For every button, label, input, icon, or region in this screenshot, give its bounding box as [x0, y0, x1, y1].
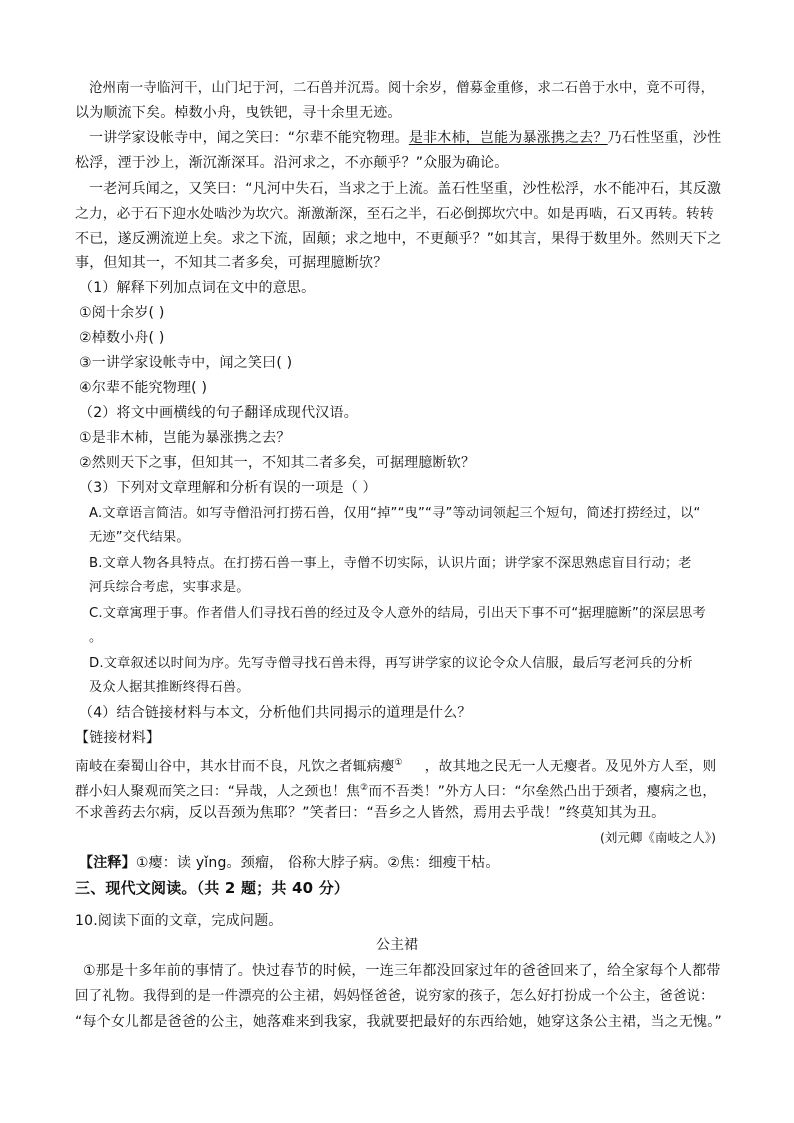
- passage-text: 一讲学家设帐寺中，闻之笑曰：“尔辈不能究物理。: [89, 130, 409, 146]
- question-1-item: ②棹数小舟( ): [79, 330, 165, 346]
- question-1-item: ③一讲学家设帐寺中，闻之笑曰( ): [79, 355, 293, 371]
- question-2-item: ①是非木杮，岂能为暴涨携之去？: [79, 430, 291, 446]
- link-text: 南岐在秦蜀山谷中，其水甘而不良，凡饮之者辄病瘿: [75, 758, 395, 775]
- question-1: （1）解释下列加点词在文中的意思。: [79, 280, 316, 296]
- link-source: (刘元卿《南岐之人》): [599, 830, 716, 845]
- link-text: 群小妇人聚观而笑之曰：“异哉，人之颈也！焦: [75, 783, 361, 800]
- question-1-item: ①阅十余岁( ): [79, 305, 165, 321]
- passage-line: [89, 127, 721, 149]
- question-2: （2）将文中画横线的句子翻译成现代汉语。: [79, 405, 358, 421]
- footnote-marker: ②: [360, 783, 369, 793]
- option-c: C.文章寓理于事。作者借人们寻找石兽的经过及令人意外的结局，引出天下事不可“据理臆断”的深层思考: [89, 606, 706, 621]
- footnote-marker: ①: [394, 758, 403, 768]
- question-4: （4）结合链接材料与本文，分析他们共同揭示的道理是什么？: [79, 705, 472, 721]
- story-title: 公主裙: [376, 937, 418, 953]
- question-2-item: ②然则天下之事，但知其一，不知其二者多矣，可据理臆断软？: [79, 455, 476, 471]
- passage-line: 不已，遂反溯流逆上矣。求之下流，固颠；求之地中，不更颠乎？”如其言，果得于数里外。然则天下之: [75, 231, 722, 247]
- link-note: [79, 852, 500, 874]
- link-text: 而不吾类！”外方人曰：“尔垒然凸出于颈者，瘿病之也，: [368, 783, 717, 800]
- option-c-cont: 。: [89, 630, 103, 645]
- passage-line: 以为顺流下矣。棹数小舟，曳铁钯，寻十余里无迹。: [75, 105, 402, 121]
- passage-line: 一老河兵闻之，又笑曰：“凡河中失石，当求之于上流。盖石性坚重，沙性松浮，水不能冲石，其反激: [89, 181, 722, 197]
- link-line: 不求善药去尔病，反以吾颈为焦耶？”笑者曰：“吾乡之人皆然，焉用去乎哉！”终莫知其为丑。: [75, 805, 666, 821]
- option-d-cont: 及众人据其推断终得石兽。: [89, 680, 250, 695]
- option-b-cont: 河兵综合考虑，实事求是。: [89, 580, 250, 595]
- option-a: A.文章语言简洁。如写寺僧沿河打捞石兽，仅用“掉”“曳”“寻”等动词领起三个短句，简述打捞经过，以“: [89, 506, 701, 521]
- link-text: ，故其地之民无一人无瘿者。及见外方人至，则: [424, 758, 717, 775]
- story-line: “每个女儿都是爸爸的公主，她落难来到我家，我就要把最好的东西给她，她穿这条公主裙，当之无愧。”: [75, 1014, 722, 1030]
- passage-line: 松浮，湮于沙上，渐沉渐深耳。沿河求之，不亦颠乎？”众服为确论。: [75, 155, 509, 171]
- passage-text: 乃石性坚重，沙性: [607, 130, 722, 146]
- story-line: 回了礼物。我得到的是一件漂亮的公主裙，妈妈怪爸爸，说穷家的孩子，怎么好打扮成一个公主，爸爸说：: [75, 989, 714, 1004]
- passage-line: 沧州南一寺临河干，山门圮于河，二石兽并沉焉。阅十余岁，僧募金重修，求二石兽于水中，竟不可得，: [89, 81, 715, 96]
- passage-line: 事，但知其一，不知其二者多矣，可据理臆断欤？: [75, 255, 388, 271]
- story-line: ①那是十多年前的事情了。快过春节的时候，一连三年都没回家过年的爸爸回来了，给全家每个人都带: [83, 963, 721, 979]
- section-title: 三、现代文阅读。（共 2 题；共 40 分）: [75, 879, 350, 897]
- note-text: 【注释】①瘿：读 yǐng。颈瘤， 俗称大脖子病。②焦：细瘦干枯。: [79, 855, 500, 871]
- question-10: 10.阅读下面的文章，完成问题。: [75, 913, 283, 929]
- underlined-sentence: 是非木杮，岂能为暴涨携之去？: [408, 130, 608, 146]
- link-heading: 【链接材料】: [75, 730, 161, 746]
- link-line: [75, 777, 716, 803]
- question-3: （3）下列对文章理解和分析有误的一项是（ ）: [79, 480, 377, 496]
- option-a-cont: 无迹”交代结果。: [89, 530, 190, 545]
- link-line: [75, 752, 716, 778]
- option-b: B.文章人物各具特点。在打捞石兽一事上，寺僧不切实际，认识片面；讲学家不深思熟虑盲目行动；老: [89, 556, 692, 571]
- passage-line: 之力，必于石下迎水处啮沙为坎穴。渐激渐深，至石之半，石必倒掷坎穴中。如是再啮，石又再转。转转: [75, 206, 714, 222]
- option-d: D.文章叙述以时间为序。先写寺僧寻找石兽未得，再写讲学家的议论令众人信服，最后写老河兵的分析: [89, 656, 693, 671]
- question-1-item: ④尔辈不能究物理( ): [79, 380, 208, 396]
